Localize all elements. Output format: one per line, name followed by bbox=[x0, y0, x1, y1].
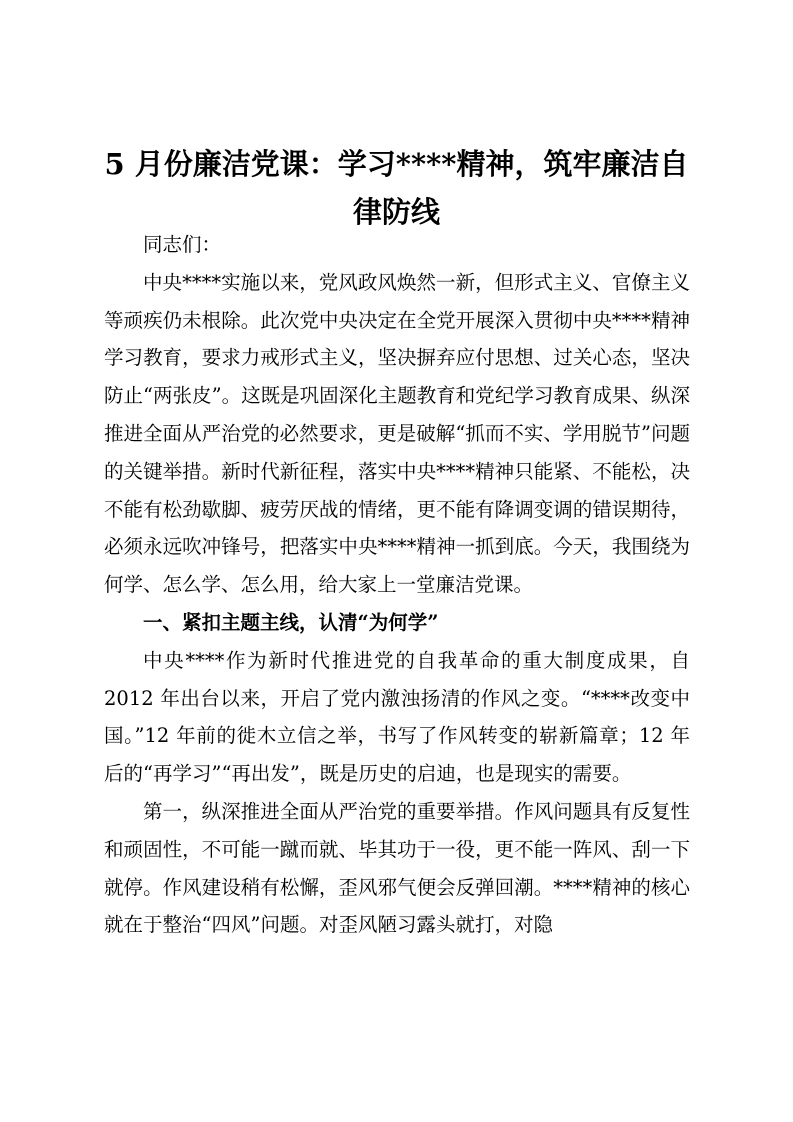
document-body bbox=[104, 226, 690, 944]
section-paragraph: 第一，纵深推进全面从严治党的重要举措。作风问题具有反复性和顽固性，不可能一蹴而就、毕其功于一役，更不能一阵风、刮一下就停。作风建设稍有松懈，歪风邪气便会反弹回潮。****精神的核心就在于整治“四风”问题。对歪风陋习露头就打，对隐 bbox=[104, 799, 690, 937]
salutation: 同志们： bbox=[143, 233, 222, 256]
section-paragraph: 中央****作为新时代推进党的自我革命的重大制度成果，自 2012 年出台以来，开启了党内激浊扬清的作风之变。“****改变中国。”12 年前的徙木立信之举，书写了作风转变的崭新篇章；12 年后的“再学习”“再出发”，既是历史的启迪，也是现实的需要。 bbox=[104, 648, 690, 786]
section-heading: 一、紧扣主题主线，认清“为何学” bbox=[143, 610, 439, 634]
document-title: 5 月份廉洁党课：学习****精神，筑牢廉洁自律防线 bbox=[104, 147, 689, 229]
intro-paragraph: 中央****实施以来，党风政风焕然一新，但形式主义、官僚主义等顽疾仍未根除。此次党中央决定在全党开展深入贯彻中央****精神学习教育，要求力戒形式主义，坚决摒弃应付思想、过关心态，坚决防止“两张皮”。这既是巩固深化主题教育和党纪学习教育成果、纵深推进全面从严治党的必然要求，更是破解“抓而不实、学用脱节”问题的关键举措。新时代新征程，落实中央****精神只能紧、不能松，决不能有松劲歇脚、疲劳厌战的情绪，更不能有降调变调的错误期待，必须永远吹冲锋号，把落实中央****精神一抓到底。今天，我围绕为何学、怎么学、怎么用，给大家上一堂廉洁党课。 bbox=[104, 270, 690, 597]
